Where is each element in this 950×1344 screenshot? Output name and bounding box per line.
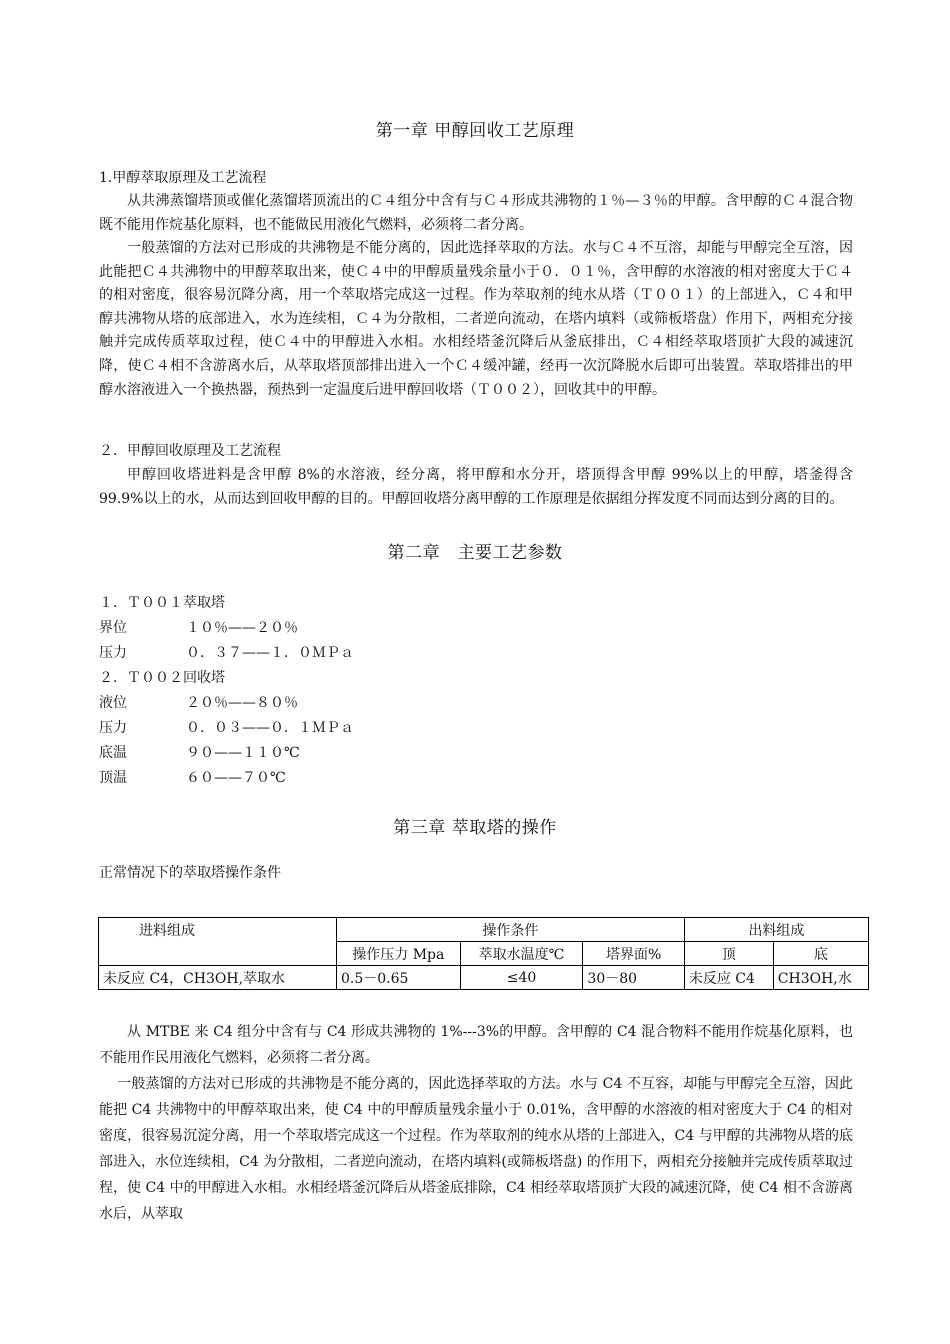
param-value: １０％——２０％	[186, 620, 298, 636]
param-label: 界位	[99, 620, 127, 636]
table-cell: 0.5－0.65	[336, 966, 460, 990]
t002-heading: ２．Ｔ００２回收塔	[99, 670, 225, 686]
table-cell: ≤40	[460, 966, 583, 990]
param-value: ９０——１１０℃	[186, 745, 300, 761]
table-cell: 未反应 C4	[684, 966, 773, 990]
chapter3-title: 第三章 萃取塔的操作	[393, 818, 557, 838]
table-caption: 正常情况下的萃取塔操作条件	[99, 865, 281, 881]
chapter2-title: 第二章 主要工艺参数	[387, 543, 563, 563]
ops-header: 操作条件	[336, 918, 684, 942]
operating-conditions-table	[98, 917, 869, 990]
table-cell: CH3OH,水	[773, 966, 868, 990]
feed-header: 进料组成	[99, 918, 337, 966]
t001-heading: １．Ｔ００１萃取塔	[99, 595, 225, 611]
param-value: ２０％——８０％	[186, 695, 298, 711]
param-label: 底温	[99, 745, 127, 761]
bottom-header: 底	[773, 942, 868, 966]
chapter1-title: 第一章 甲醇回收工艺原理	[375, 121, 575, 141]
section1-heading: 1.甲醇萃取原理及工艺流程	[99, 170, 267, 186]
param-value: ６０——７０℃	[186, 770, 286, 786]
water-temp-header: 萃取水温度℃	[460, 942, 583, 966]
param-label: 顶温	[99, 770, 127, 786]
interface-header: 塔界面%	[583, 942, 684, 966]
chapter1-paragraph-2: 一般蒸馏的方法对已形成的共沸物是不能分离的，因此选择萃取的方法。水与Ｃ４不互溶，却能与甲醇完全互溶，因此能把Ｃ４共沸物中的甲醇萃取出来，使Ｃ４中的甲醇质量残余量小于０．０１％，含甲醇的水溶液的相对密度大于Ｃ４的相对密度，很容易沉降分离，用一个萃取塔完成这一过程。作为萃取剂的纯水从塔（Ｔ００１）的上部进入，Ｃ４和甲醇共沸物从塔的底部进入，水为连续相，Ｃ４为分散相，二者逆向流动，在塔内填料（或筛板塔盘）作用下，两相充分接触并完成传质萃取过程，使Ｃ４中的甲醇进入水相。水相经塔釜沉降后从釜底排出，Ｃ４相经萃取塔顶扩大段的减速沉降，使Ｃ４相不含游离水后，从萃取塔顶部排出进入一个Ｃ４缓冲罐，经再一次沉降脱水后即可出装置。萃取塔排出的甲醇水溶液进入一个换热器，预热到一定温度后进甲醇回收塔（Ｔ００２），回收其中的甲醇。	[99, 240, 853, 398]
pressure-header: 操作压力 Mpa	[336, 942, 460, 966]
section2-heading: ２．甲醇回收原理及工艺流程	[99, 443, 281, 459]
param-value: ０．０３——０．１ＭＰａ	[186, 720, 354, 736]
table-cell: 30－80	[583, 966, 684, 990]
param-label: 压力	[99, 645, 127, 661]
chapter3-paragraph-2: 一般蒸馏的方法对已形成的共沸物是不能分离的，因此选择萃取的方法。水与 C4 不互容，却能与甲醇完全互溶，因此能把 C4 共沸物中的甲醇萃取出来，使 C4 中的甲醇质量残余量小于 0.01%，含甲醇的水溶液的相对密度大于 C4 的相对密度，很容易沉淀分离，用一个萃取塔完成这一个过程。作为萃取剂的纯水从塔的上部进入，C4 与甲醇的共沸物从塔的底部进入，水位连续相，C4 为分散相，二者逆向流动，在塔内填料(或筛板塔盘) 的作用下，两相充分接触并完成传质萃取过程，使 C4 中的甲醇进入水相。水相经塔釜沉降后从塔釜底排除，C4 相经萃取塔顶扩大段的减速沉降，使 C4 相不含游离水后，从萃取	[99, 1076, 853, 1222]
chapter3-paragraph-1: 从 MTBE 来 C4 组分中含有与 C4 形成共沸物的 1%---3%的甲醇。含甲醇的 C4 混合物料不能用作烷基化原料，也不能用作民用液化气燃料，必须将二者分离。	[99, 1024, 853, 1066]
param-value: ０．３７——１．０ＭＰａ	[186, 645, 354, 661]
param-label: 压力	[99, 720, 127, 736]
table-header-row	[99, 918, 869, 942]
chapter1-paragraph-1: 从共沸蒸馏塔顶或催化蒸馏塔顶流出的Ｃ４组分中含有与Ｃ４形成共沸物的１％—３％的甲醇。含甲醇的Ｃ４混合物既不能用作烷基化原料，也不能做民用液化气燃料，必须将二者分离。	[99, 193, 853, 233]
chapter1-paragraph-3: 甲醇回收塔进料是含甲醇 8%的水溶液，经分离，将甲醇和水分开，塔顶得含甲醇 99%以上的甲醇，塔釜得含 99.9%以上的水，从而达到回收甲醇的目的。甲醇回收塔分离甲醇的工作原理是依据组分挥发度不同而达到分离的目的。	[99, 467, 853, 508]
param-label: 液位	[99, 695, 127, 711]
out-header: 出料组成	[684, 918, 868, 942]
top-header: 顶	[684, 942, 773, 966]
table-cell: 未反应 C4，CH3OH,萃取水	[99, 966, 337, 990]
table-row	[99, 966, 869, 990]
